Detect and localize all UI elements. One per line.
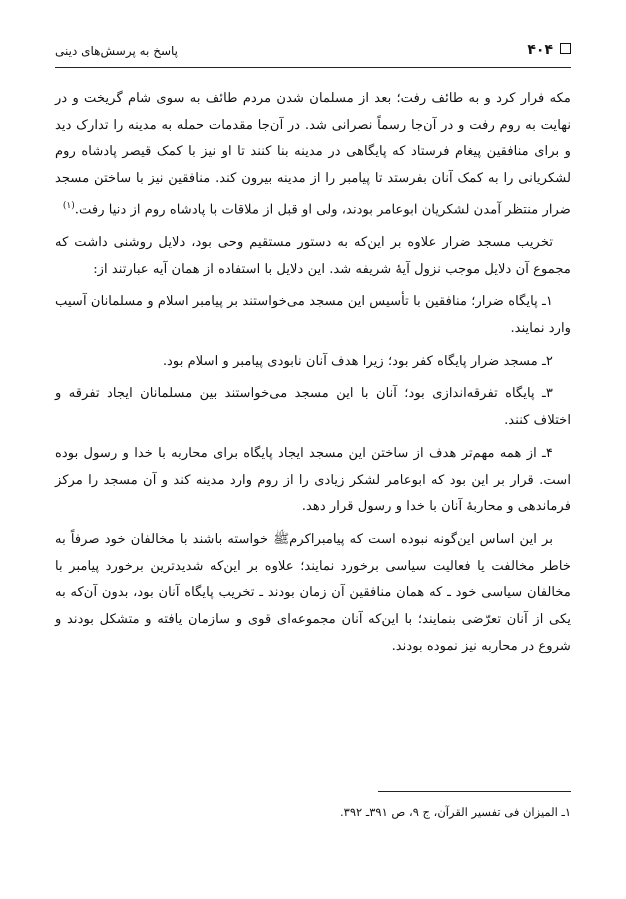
footnote: ۱ـ المیزان فی تفسیر القرآن، ج ۹، ص ۳۹۱ـ ۳۹۲. <box>340 805 571 819</box>
footnote-divider <box>378 791 571 792</box>
body-text <box>55 86 571 666</box>
paragraph-1-text: مکه فرار کرد و به طائف رفت؛ بعد از مسلمان شدن مردم طائف به سوی شام گریخت و در نهایت به روم رفت و در آن‌جا رسماً نصرانی شد. در آن‌جا مقدمات حمله به مدینه را تدارک دید و برای منافقین پیغام فرستاد که پایگاهی در مدینه بنا کنند تا او نیز با کمک قیصر پادشاه روم لشکریانی را به کمک آنان بفرستد تا پیامبر را از مدینه بیرون کند. منافقین نیز با ساختن مسجد ضرار منتظر آمدن لشکریان ابوعامر بودند، ولی او قبل از ملاقات با پادشاه روم از دنیا رفت. <box>55 91 571 218</box>
paragraph-2: تخریب مسجد ضرار علاوه بر این‌که به دستور مستقیم وحی بود، دلایل روشنی داشت که مجموع آن دلایل موجب نزول آیهٔ شریفه شد. این دلایل با استفاده از همان آیه عبارتند از: <box>55 234 571 277</box>
page-header <box>55 40 571 62</box>
page-number: ۴۰۴ <box>527 42 553 58</box>
running-title: پاسخ به پرسش‌های دینی <box>55 44 179 58</box>
paragraph-1 <box>55 86 571 224</box>
list-item-4: ۴ـ از همه مهم‌تر هدف از ساختن این مسجد ایجاد پایگاه برای محاربه با خدا و رسول بوده است. قرار بر این بود که ابوعامر لشکر زیادی را از روم وارد مدینه کند و آن مسجد را مرکز فرماندهی و محاربهٔ آنان با خدا و رسول قرار دهد. <box>55 445 571 515</box>
list-item-2: ۲ـ مسجد ضرار پایگاه کفر بود؛ زیرا هدف آنان نابودی پیامبر و اسلام بود. <box>162 353 553 369</box>
page-number-group <box>527 42 571 58</box>
list-item-3: ۳ـ پایگاه تفرقه‌اندازی بود؛ آنان با این مسجد می‌خواستند بین مسلمانان ایجاد تفرقه و اختلاف کنند. <box>55 386 571 429</box>
footnote-reference: (۱) <box>62 200 75 211</box>
square-bullet-icon <box>560 43 571 54</box>
paragraph-conclusion: بر این اساس این‌گونه نبوده است که پیامبراکرمﷺ خواسته باشند با مخالفان خود صرفاً به خاطر مخالفت یا فعالیت سیاسی برخورد نمایند؛ علاوه بر این‌که شدیدترین برخورد پیامبر با مخالفان سیاسی خود ـ که همان منافقین آن زمان بودند ـ تخریب پایگاه آنان بود، بدون آن‌که به یکی از آنان تعرّضی بنمایند؛ با این‌که آنان مجموعه‌ای قوی و سازمان یافته و متشکل بودند و شروع در محاربه نیز نموده بودند. <box>55 531 571 654</box>
header-divider <box>55 67 571 68</box>
list-item-1: ۱ـ پایگاه ضرار؛ منافقین با تأسیس این مسجد می‌خواستند بر پیامبر اسلام و مسلمانان آسیب وارد نمایند. <box>55 294 571 337</box>
